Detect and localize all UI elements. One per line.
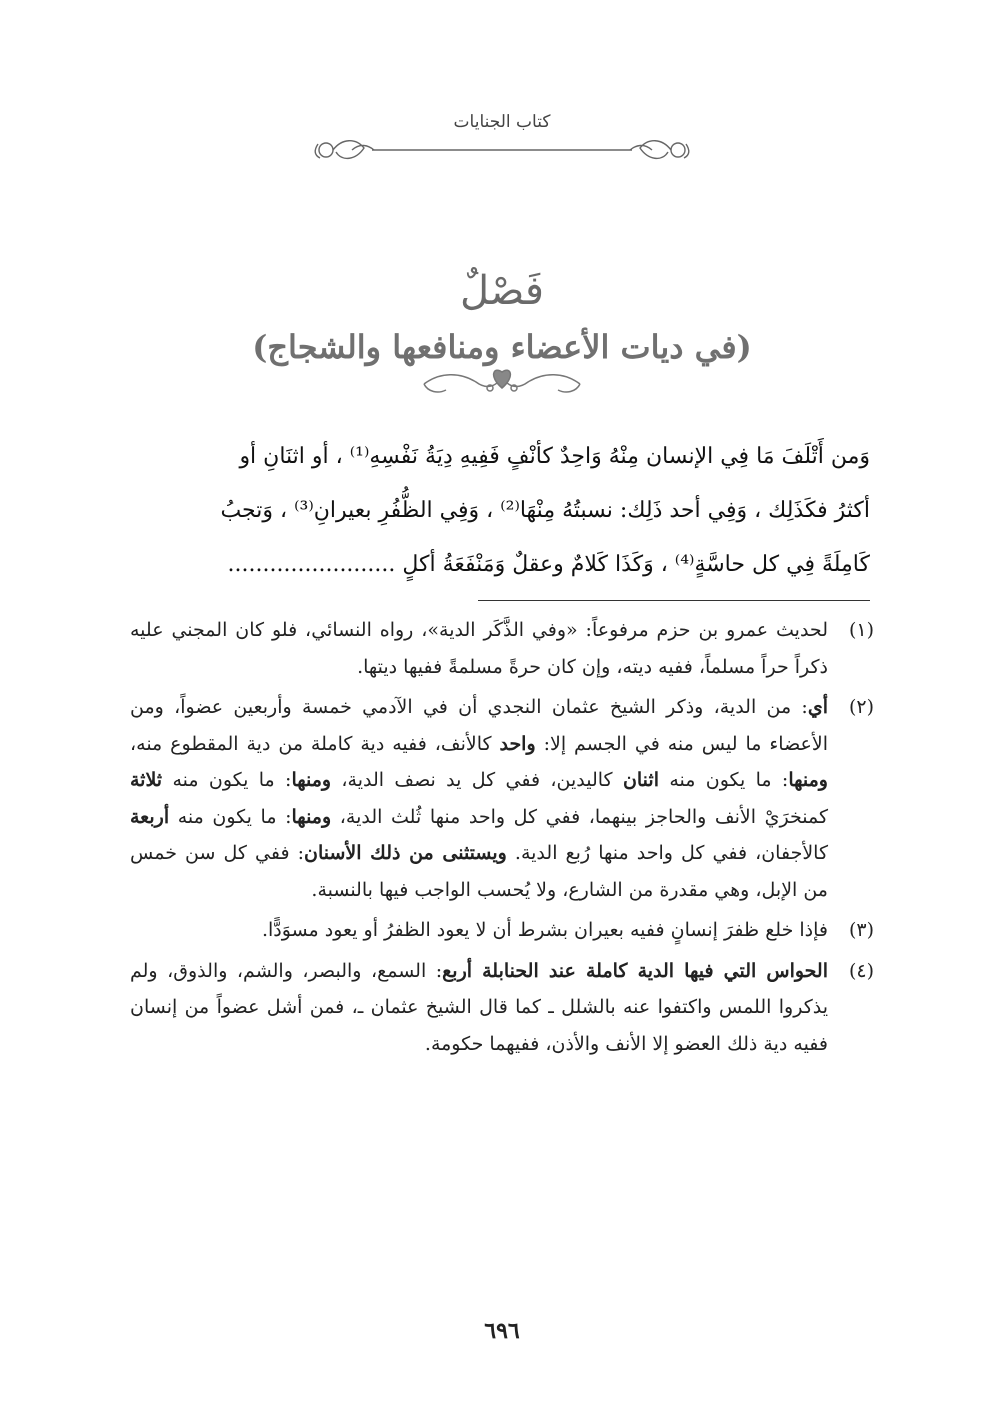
footnote-text: كالأجفان، ففي كل واحد منها رُبع الدية. — [506, 842, 828, 864]
bold-term: اثنان — [622, 769, 659, 791]
section-title-word: فَصْلٌ — [459, 268, 545, 314]
footnote-text: لحديث عمرو بن حزم مرفوعاً: «وفي الذَّكَر الدية»، رواه النسائي، فلو كان المجني عليه ذكراً حراً مسلماً، ففيه ديته، وإن كان حرةً مسلمةً ففيها ديتها. — [130, 619, 828, 678]
footnote-text: فإذا خلع ظفرَ إنسانٍ ففيه بعيران بشرط أن لا يعود الظفرُ أو يعود مسوَدًّا. — [261, 919, 828, 941]
footnote-number: (٣) — [848, 919, 874, 941]
footnote-text: كالأنف، ففيه دية كاملة من دية المقطوع منه، — [130, 732, 500, 755]
bold-term: واحد — [499, 732, 536, 755]
matn-line-3 — [228, 538, 870, 592]
heart-flourish-ornament — [420, 364, 584, 398]
matn-line-3-fill: ........................ — [227, 552, 396, 577]
footnote-4 — [130, 953, 874, 1063]
running-header: كتاب الجنايات — [453, 112, 551, 132]
bold-term: أي — [807, 696, 828, 718]
footnote-separator — [478, 600, 870, 601]
footnote-2 — [130, 689, 874, 908]
section-subtitle: (في ديات الأعضاء ومنافعها والشجاج) — [252, 328, 752, 366]
footnote-number: (٤) — [848, 959, 874, 982]
matn-line-1: وَمن أَتْلَفَ مَا فِي الإنسان مِنْهُ وَاحِدٌ كأنْفٍ فَفِيهِ دِيَةُ نَفْسِهِ⁽¹⁾ ، أو اثنَانِ أو — [239, 444, 870, 469]
bold-term: أربعة — [130, 805, 170, 828]
footnote-text: : ففي كل سن خمس من الإبل، وهي مقدرة من الشارع، ولا يُحسب الواجب فيها بالنسبة. — [130, 842, 828, 901]
footnote-1 — [130, 612, 874, 685]
footnote-text: : ما يكون منه — [169, 805, 292, 828]
page-number: ٦٩٦ — [484, 1318, 520, 1344]
footnote-text: : ما يكون منه — [658, 769, 789, 791]
footnote-number: (١) — [848, 619, 874, 641]
footnotes — [130, 612, 874, 1066]
footnote-text: كمنخرَيْ الأنف والحاجز بينهما، ففي كل واحد منها ثُلث الدية، — [331, 805, 828, 828]
bold-term: الحواس التي فيها الدية كاملة عند الحنابلة أربع — [442, 959, 828, 982]
bold-term: ومنها — [291, 805, 332, 828]
matn-line-2: أكثرُ فكَذَلِك ، وَفِي أحد ذَلِك: نسبتُهُ مِنْهَا⁽²⁾ ، وَفِي الظُّفُرِ بعيرانِ⁽³⁾ ، وَتجبُ — [220, 498, 870, 523]
footnote-3 — [130, 912, 874, 949]
bold-term: ثلاثة — [130, 769, 163, 791]
bold-term: ومنها — [788, 769, 828, 791]
bold-term: ويستثنى من ذلك الأسنان — [304, 842, 507, 864]
footnote-text: : ما يكون منه — [162, 769, 292, 791]
footnote-text: كاليدين، ففي كل يد نصف الدية، — [331, 769, 623, 791]
scroll-flourish-ornament — [312, 135, 692, 165]
footnote-text: : من الدية، وذكر الشيخ عثمان النجدي أن في الآدمي خمسة وأربعين عضواً، ومن الأعضاء ما ليس منه في الجسم إلا: — [130, 696, 828, 755]
bold-term: ومنها — [291, 769, 332, 791]
matn-line-3-text: كَامِلَةً فِي كل حاسَّةٍ⁽⁴⁾ ، وَكَذَا كَلامٌ وعقلٌ وَمَنْفَعَةُ أكلٍ — [402, 552, 870, 577]
footnote-text: : السمع، والبصر، والشم، والذوق، ولم يذكروا اللمس واكتفوا عنه بالشلل ـ كما قال الشيخ عثمان ـ، فمن أشل عضواً من إنسان ففيه دية ذلك العضو إلا الأنف والأذن، ففيهما حكومة. — [130, 959, 828, 1055]
footnote-number: (٢) — [848, 696, 874, 718]
